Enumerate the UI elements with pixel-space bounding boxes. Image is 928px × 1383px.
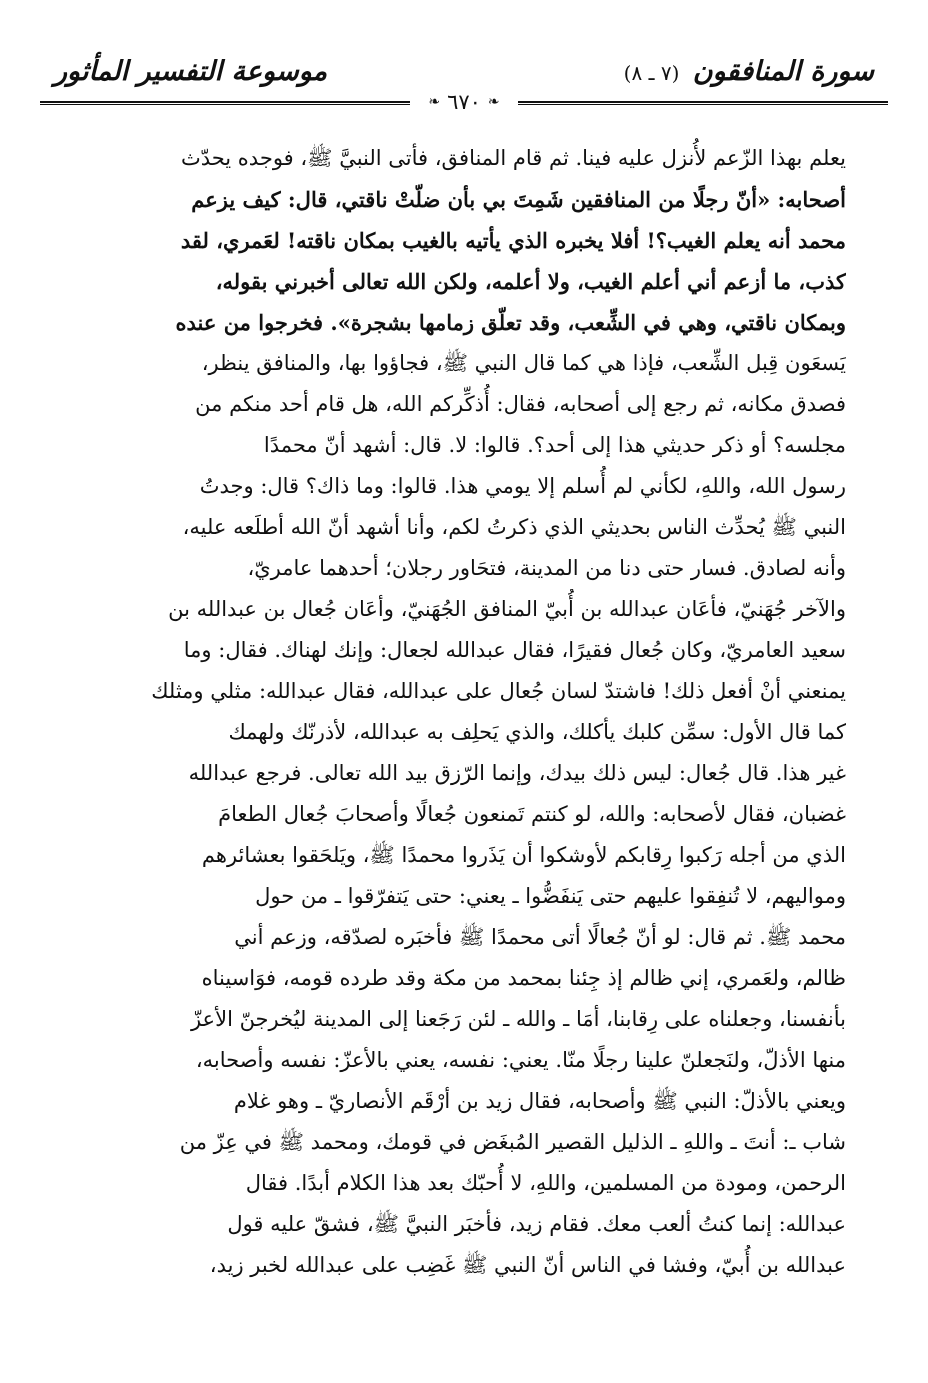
text-line: سعيد العامريّ، وكان جُعال فقيرًا، فقال عبدالله لجعال: وإنك لهناك. فقال: وما (183, 638, 846, 662)
book-title: موسوعة التفسير المأثور (54, 56, 328, 87)
text-line: محمد ﷺ. ثم قال: لو أنّ جُعالًا أتى محمدًا ﷺ فأخبَره لصدّقه، وزعم أني (234, 925, 846, 949)
text-line: عبدالله بن أُبيّ، وفشا في الناس أنّ النبي ﷺ غَضِب على عبدالله لخبر زيد، (209, 1253, 846, 1277)
text-line: مجلسه؟ أو ذكر حديثي هذا إلى أحد؟. قالوا: لا. قال: أشهد أنّ محمدًا (263, 433, 846, 457)
text-line: والآخر جُهَنيّ، فأعَان عبدالله بن أُبيّ المنافق الجُهَنيّ، وأعَان جُعال بن عبدالله بن (168, 597, 846, 621)
text-line: النبي ﷺ يُحدِّث الناس بحديثي الذي ذكرتُ لكم، وأنا أشهد أنّ الله أطلَعه عليه، (182, 515, 846, 539)
ornament-left-icon: ❧ (428, 94, 441, 110)
text-line: الذي من أجله رَكبوا رِقابكم لأوشكوا أن يَذَروا محمدًا ﷺ، ويَلحَقوا بعشائرهم (201, 843, 846, 867)
text-line: يعلم بهذا الزّعم لأُنزل عليه فينا. ثم قام المنافق، فأتى النبيَّ ﷺ، فوجده يحدّث (180, 146, 846, 170)
text-line: عبدالله: إنما كنتُ ألعب معك. فقام زيد، فأخبَر النبيَّ ﷺ، فشقّ عليه قول (227, 1212, 846, 1236)
text-line: ويعني بالأذلّ: النبي ﷺ وأصحابه، فقال زيد بن أرْقَم الأنصاريّ ـ وهو غلام (233, 1089, 846, 1113)
text-line: كذب، ما أزعم أني أعلم الغيب، ولا أعلمه، ولكن الله تعالى أخبرني بقوله، (215, 269, 846, 294)
text-line: أصحابه: «أنّ رجلًا من المنافقين شَمِتَ بي بأن ضلّتْ ناقتي، قال: كيف يزعم (191, 187, 846, 212)
text-line: بأنفسنا، وجعلناه على رِقابنا، أمَا ـ والله ـ لئن رَجَعنا إلى المدينة ليُخرجنّ الأعزّ (190, 1007, 846, 1031)
text-line: غضبان، فقال لأصحابه: والله، لو كنتم تَمنعون جُعالًا وأصحابَ جُعال الطعامَ (218, 802, 846, 826)
ornament-right-icon: ❧ (487, 94, 500, 110)
text-line: منها الأذلّ، ولنَجعلنّ علينا رجلًا منّا. يعني: نفسه، يعني بالأعزّ: نفسه وأصحابه، (195, 1048, 846, 1072)
text-line: يَسعَون قِبل الشِّعب، فإذا هي كما قال النبي ﷺ، فجاؤوا بها، والمنافق ينظر، (201, 351, 846, 375)
body-text (48, 138, 846, 1286)
header-rule-right (518, 101, 888, 103)
text-line: ومواليهم، لا تُنفِقوا عليهم حتى يَنفَضُّوا ـ يعني: حتى يَتفرّقوا ـ من حول (255, 884, 846, 908)
text-line: شاب ـ: أنتَ ـ واللهِ ـ الذليل القصير المُبغَض في قومك، ومحمد ﷺ في عِزّ من (179, 1130, 846, 1154)
text-line: وأنه لصادق. فسار حتى دنا من المدينة، فتحَاور رجلان؛ أحدهما عامريّ، (247, 556, 846, 580)
header-rule-left (40, 101, 410, 103)
page-number-bar (40, 90, 888, 116)
surah-title (624, 56, 874, 87)
text-line: غير هذا. قال جُعال: ليس ذلك بيدك، وإنما الرّزق بيد الله تعالى. فرجع عبدالله (188, 761, 846, 785)
page-number: ٦٧٠ (447, 90, 481, 114)
text-line: كما قال الأول: سمِّن كلبك يأكلك، والذي يَحلِف به عبدالله، لأذرنّك ولهمك (228, 720, 846, 744)
text-line: رسول الله، واللهِ، لكأني لم أُسلم إلا يومي هذا. قالوا: وما ذاك؟ قال: وجدتُ (199, 474, 846, 498)
text-line: ظالم، ولعَمري، إني ظالم إذ جِئنا بمحمد من مكة وقد طرده قومه، فوَاسيناه (201, 966, 846, 990)
text-line: يمنعني أنْ أفعل ذلك! فاشتدّ لسان جُعال على عبدالله، فقال عبدالله: مثلي ومثلك (151, 679, 846, 703)
text-line: الرحمن، ومودة من المسلمين، واللهِ، لا أُحبّك بعد هذا الكلام أبدًا. فقال (245, 1171, 846, 1195)
text-line: محمد أنه يعلم الغيب؟! أفلا يخبره الذي يأتيه بالغيب بمكان ناقته! لعَمري، لقد (180, 228, 846, 253)
verse-range: (٧ ـ ٨) (623, 61, 680, 85)
surah-name: سورة المنافقون (692, 56, 874, 87)
text-line: وبمكان ناقتي، وهي في الشِّعب، وقد تعلّق زمامها بشجرة». فخرجوا من عنده (175, 310, 846, 335)
text-line: فصدق مكانه، ثم رجع إلى أصحابه، فقال: أُذكِّركم الله، هل قام أحد منكم من (195, 392, 846, 416)
page-header (40, 50, 888, 114)
